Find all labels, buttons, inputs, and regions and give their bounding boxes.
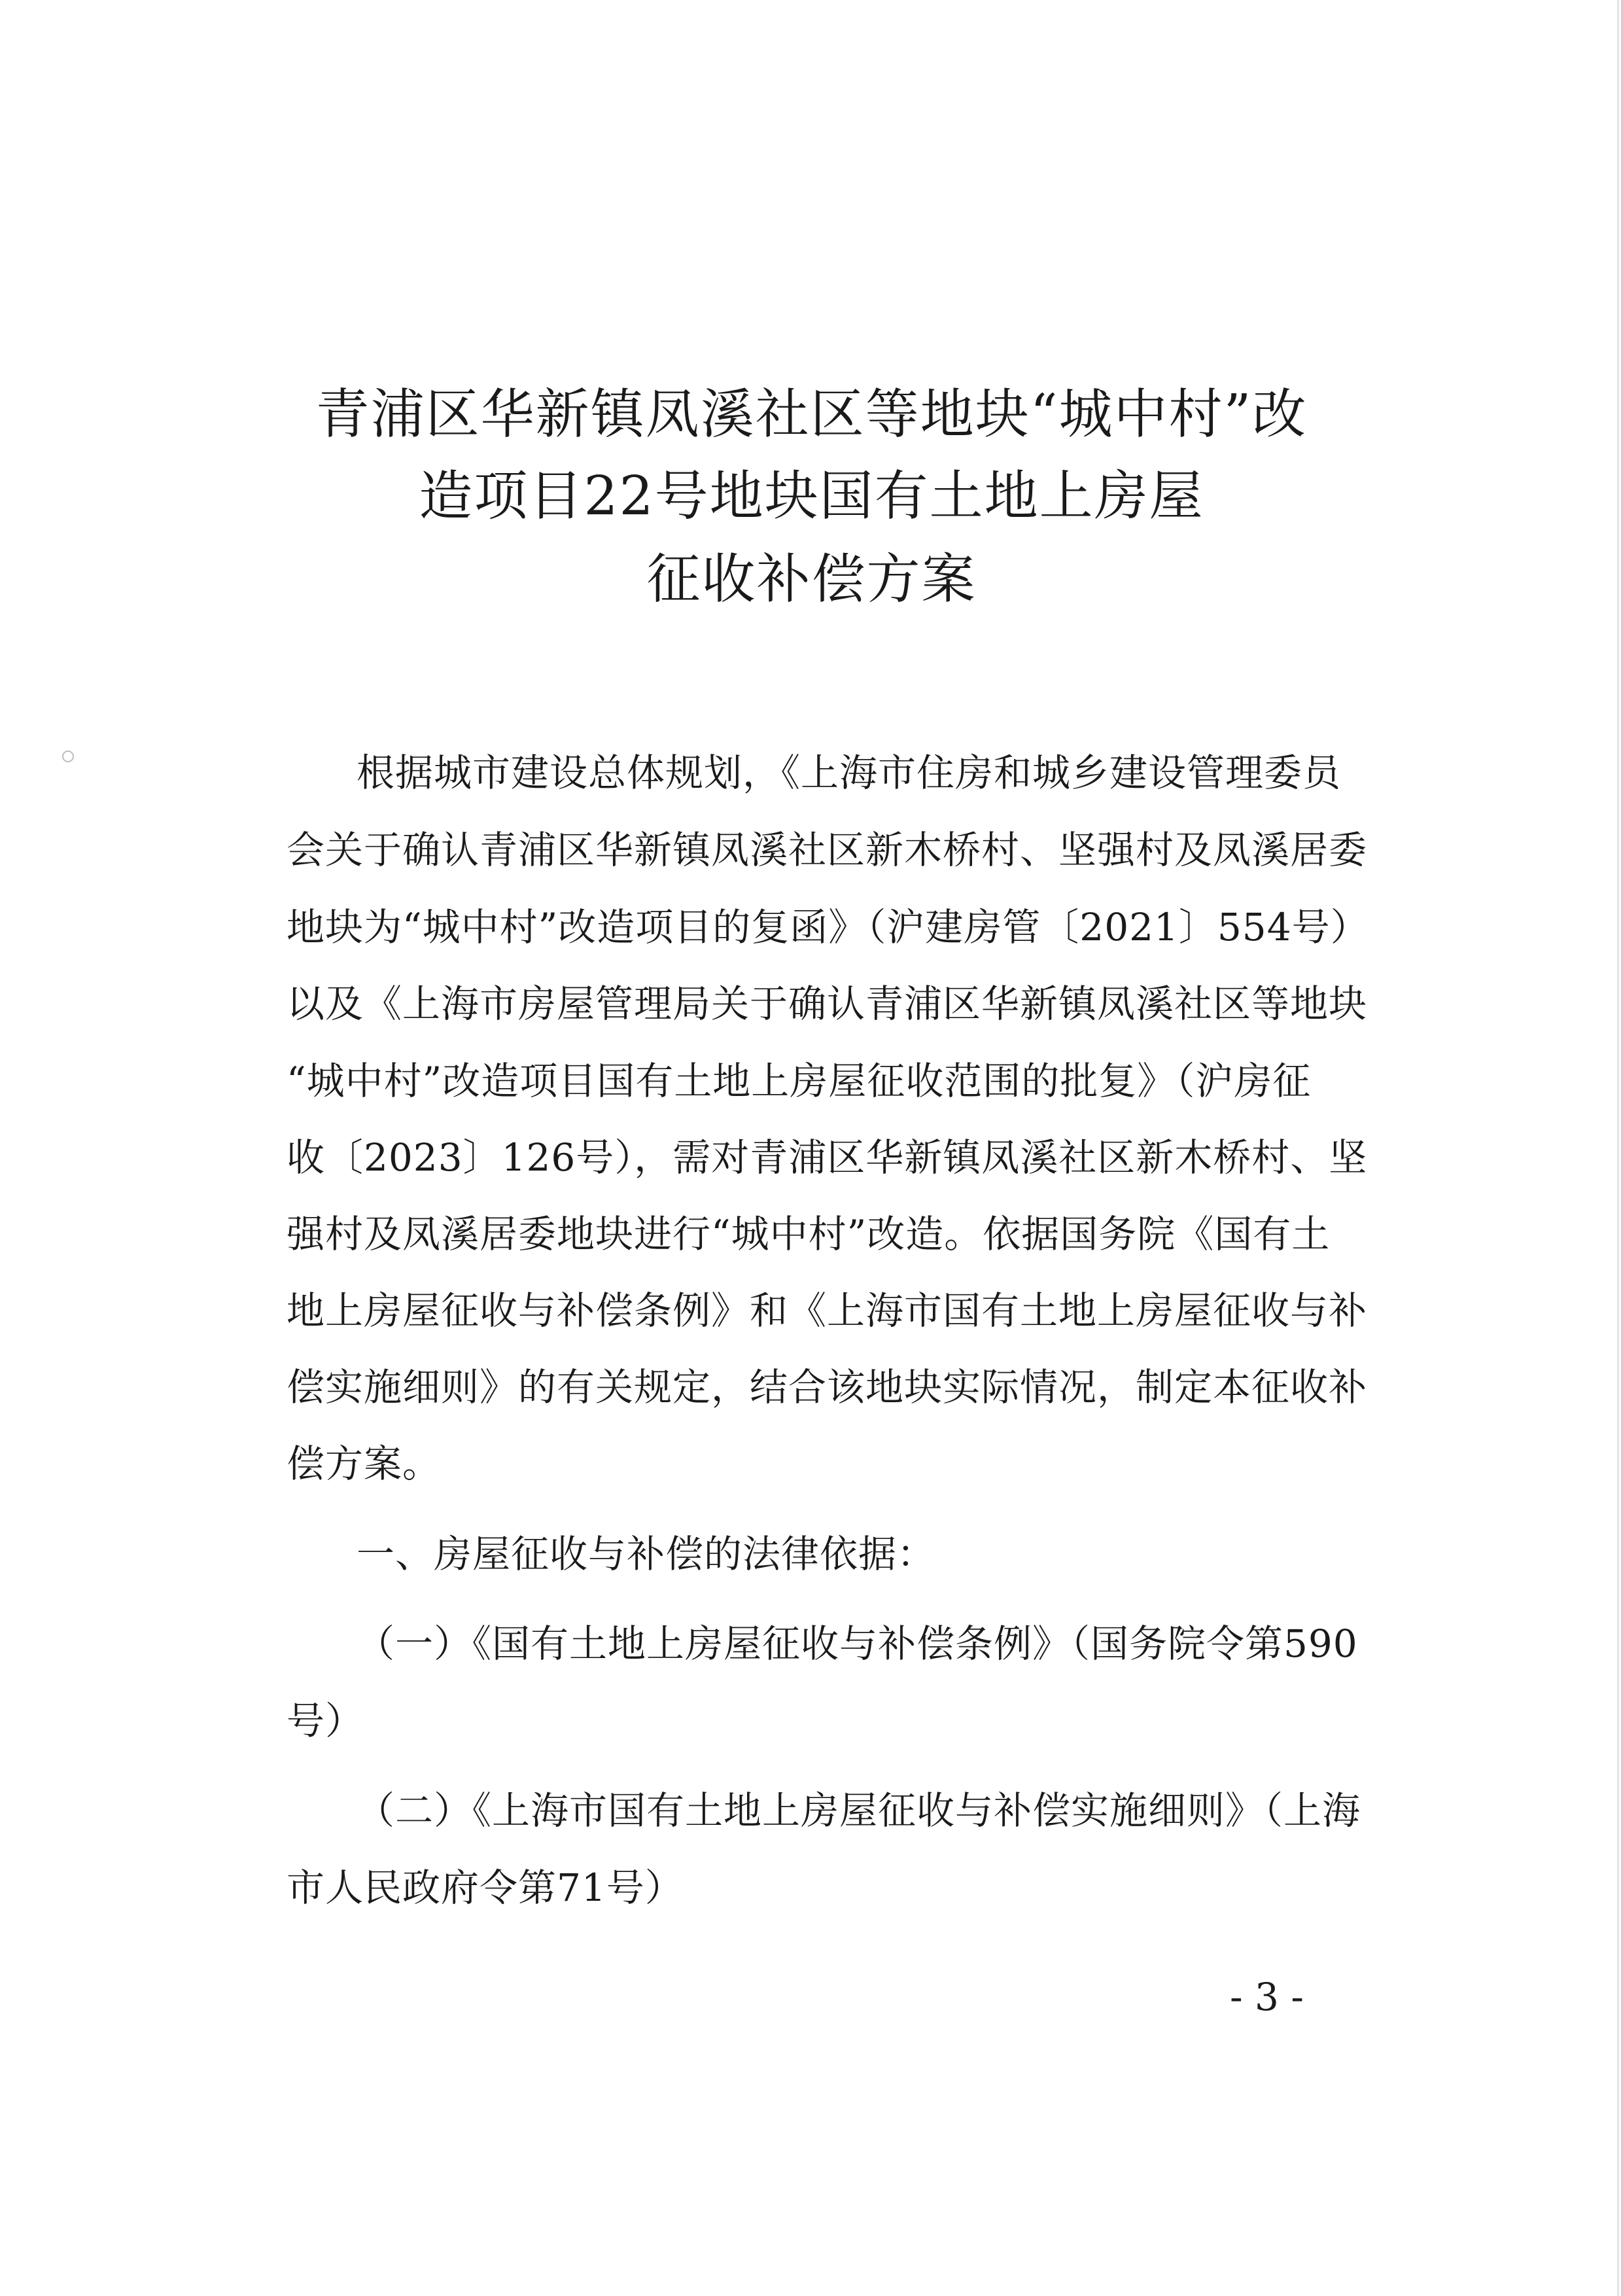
scan-speck (62, 751, 74, 762)
body-line-2: 会关于确认青浦区华新镇凤溪社区新木桥村、坚强村及凤溪居委 (287, 828, 1368, 872)
legal-basis-item-2-cont: 市人民政府令第71号） (287, 1865, 684, 1910)
title-line-2: 造项目22号地块国有土地上房屋 (419, 465, 1204, 527)
body-line-4: 以及《上海市房屋管理局关于确认青浦区华新镇凤溪社区等地块 (287, 981, 1368, 1026)
title-line-1: 青浦区华新镇凤溪社区等地块“城中村”改 (315, 383, 1308, 446)
scan-edge-right (1617, 0, 1619, 2296)
body-line-7: 强村及凤溪居委地块进行“城中村”改造。依据国务院《国有土 (287, 1212, 1331, 1256)
body-line-5: “城中村”改造项目国有土地上房屋征收范围的批复》（沪房征 (287, 1059, 1312, 1103)
title-line-3: 征收补偿方案 (646, 548, 977, 610)
body-line-9: 偿实施细则》的有关规定，结合该地块实际情况，制定本征收补 (287, 1365, 1368, 1409)
legal-basis-item-1-cont: 号） (287, 1699, 364, 1743)
section-heading-legal-basis: 一、房屋征收与补偿的法律依据： (357, 1532, 936, 1576)
legal-basis-item-1: （一）《国有土地上房屋征收与补偿条例》（国务院令第590 (357, 1621, 1358, 1666)
body-line-3: 地块为“城中村”改造项目的复函》（沪建房管〔2021〕554号） (287, 905, 1369, 949)
body-line-8: 地上房屋征收与补偿条例》和《上海市国有土地上房屋征收与补 (287, 1288, 1368, 1333)
page-number: - 3 - (1230, 1975, 1304, 2019)
body-line-1: 根据城市建设总体规划，《上海市住房和城乡建设管理委员 (357, 751, 1342, 795)
body-line-6: 收〔2023〕126号），需对青浦区华新镇凤溪社区新木桥村、坚 (287, 1135, 1368, 1180)
body-line-10: 偿方案。 (287, 1441, 442, 1486)
legal-basis-item-2: （二）《上海市国有土地上房屋征收与补偿实施细则》（上海 (357, 1788, 1361, 1833)
